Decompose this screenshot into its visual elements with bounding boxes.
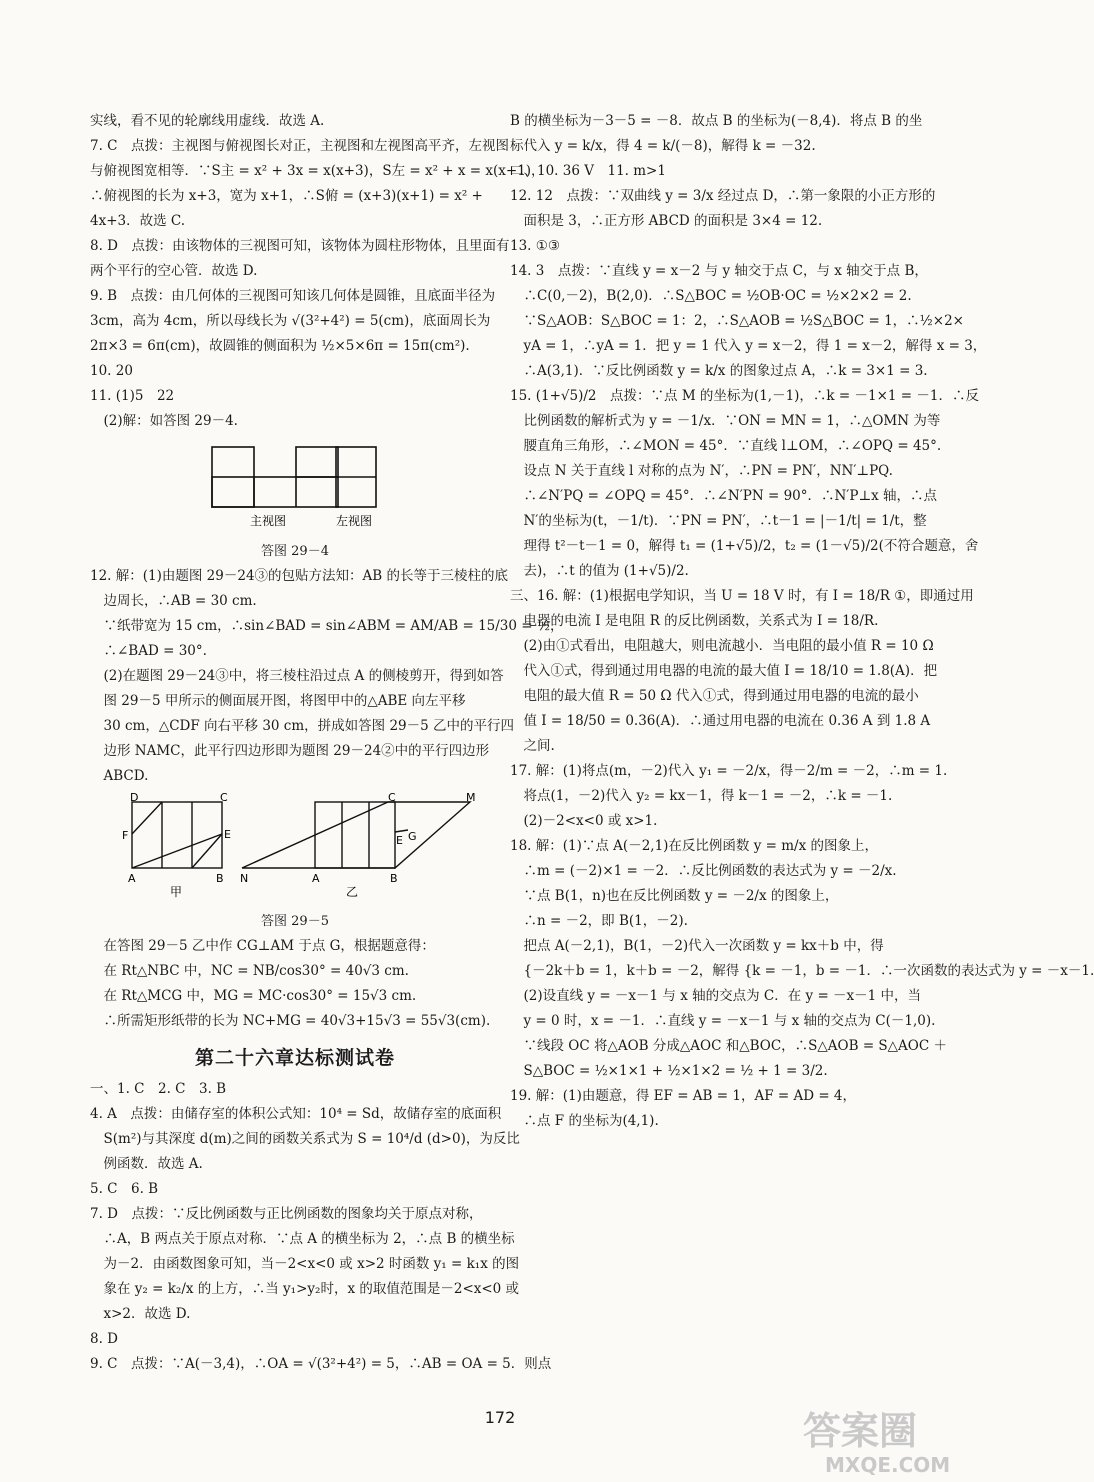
text-line: ABCD.	[90, 768, 149, 784]
figure-caption-29-4: 答图 29－4	[261, 544, 329, 559]
front-view-row	[212, 477, 338, 507]
text-line: 14. 3 点拨：∵直线 y = x－2 与 y 轴交于点 C，与 x 轴交于点 B，	[510, 263, 928, 279]
text-line: 两个平行的空心管．故选 D.	[90, 263, 258, 279]
text-line: ∴A(3,1)．∵反比例函数 y = k/x 的图象过点 A，∴k = 3×1 = 3.	[510, 363, 928, 379]
text-line: 7. C 点拨：主视图与俯视图长对正，主视图和左视图高平齐，左视图	[90, 138, 510, 154]
text-line: 19. 解：(1)由题意，得 EF = AB = 1，AF = AD = 4，	[510, 1088, 857, 1104]
unfold-figure	[90, 792, 500, 902]
label-main-view: 主视图	[250, 514, 287, 528]
text-line: 9. B 点拨：由几何体的三视图可知该几何体是圆锥，且底面半径为	[90, 288, 496, 304]
text-line: yA = 1，∴yA = 1．把 y = 1 代入 y = x－2，得 1 = x－2，解得 x = 3，	[510, 338, 987, 354]
figure-caption-29-5: 答图 29－5	[261, 914, 329, 929]
text-line: 9. C 点拨：∵A(－3,4)，∴OA = √(3²+4²) = 5，∴AB = OA = 5．则点	[90, 1356, 552, 1372]
text-line: N′的坐标为(t，－1/t)．∵PN = PN′，∴t－1 = |－1/t| = 1/t，整	[510, 513, 927, 529]
label-left-view: 左视图	[336, 514, 373, 528]
text-line: S△BOC = ½×1×1 + ½×1×2 = ½ + 1 = 3/2.	[510, 1063, 828, 1079]
right-column	[510, 112, 1094, 1137]
text-line: 面积是 3，∴正方形 ABCD 的面积是 3×4 = 12.	[510, 213, 823, 229]
text-line: 3cm，高为 4cm，所以母线长为 √(3²+4²) = 5(cm)，底面周长为	[90, 313, 491, 329]
text-line: 之间.	[510, 738, 555, 754]
text-line: B 的横坐标为－3－5 = －8．故点 B 的坐标为(－8,4)．将点 B 的坐	[510, 113, 923, 129]
text-line: y = 0 时，x = －1．∴直线 y = －x－1 与 x 轴的交点为 C(－1,0).	[510, 1013, 936, 1029]
label-yi: 乙	[346, 885, 359, 899]
point-N: N	[240, 872, 249, 885]
point-C: C	[220, 791, 228, 804]
point-E: E	[224, 828, 231, 841]
text-line: 2π×3 = 6π(cm)，故圆锥的侧面积为 ½×5×6π = 15π(cm²).	[90, 338, 470, 354]
point-G: G	[408, 830, 417, 843]
text-line: 把点 A(－2,1)，B(1，－2)代入一次函数 y = kx＋b 中，得	[510, 938, 884, 954]
text-line: ∴A，B 两点关于原点对称．∵点 A 的横坐标为 2，∴点 B 的横坐标	[90, 1231, 515, 1247]
text-line: 8. D	[90, 1331, 118, 1347]
text-line: 在答图 29－5 乙中作 CG⊥AM 于点 G，根据题意得：	[90, 938, 435, 954]
text-line: 电器的电流 I 是电阻 R 的反比例函数，关系式为 I = 18/R.	[510, 613, 879, 629]
text-line: 10. 20	[90, 363, 133, 379]
text-line: ∴n = －2，即 B(1，－2).	[510, 913, 688, 929]
watermark-logo	[795, 1400, 980, 1478]
text-line: ∴m = (－2)×1 = －2．∴反比例函数的表达式为 y = －2/x.	[510, 863, 897, 879]
text-line: ∵点 B(1，n)也在反比例函数 y = －2/x 的图象上，	[510, 888, 839, 904]
page-number: 172	[484, 1408, 516, 1427]
text-line: 与俯视图宽相等．∵S主 = x² + 3x = x(x+3)，S左 = x² + x = x(x+1)，	[90, 163, 545, 179]
watermark-top-text: 答案圈	[803, 1409, 918, 1453]
figure-29-5	[90, 792, 500, 929]
point-F: F	[122, 829, 129, 842]
text-line: 17. 解：(1)将点(m，－2)代入 y₁ = －2/x，得－2/m = －2，∴m = 1.	[510, 763, 948, 779]
text-line: 一、1. C 2. C 3. B	[90, 1081, 227, 1097]
text-line: 设点 N 关于直线 l 对称的点为 N′，∴PN = PN′，NN′⊥PQ.	[510, 463, 893, 479]
label-jia: 甲	[170, 885, 183, 899]
right-text-block	[510, 112, 1094, 1131]
text-line: 电阻的最大值 R = 50 Ω 代入①式，得到通过用电器的电流的最小	[510, 688, 919, 704]
text-line: ∴C(0,－2)，B(2,0)．∴S△BOC = ½OB·OC = ½×2×2 = 2.	[510, 288, 912, 304]
text-line: ∵线段 OC 将△AOB 分成△AOC 和△BOC，∴S△AOB = S△AOC ＋	[510, 1038, 947, 1054]
text-line: 12. 解：(1)由题图 29－24③的包贴方法知：AB 的长等于三棱柱的底	[90, 568, 508, 584]
text-line: 理得 t²－t－1 = 0，解得 t₁ = (1+√5)/2，t₂ = (1－√5)/2(不符合题意，舍	[510, 538, 979, 554]
text-line: 8. D 点拨：由该物体的三视图可知，该物体为圆柱形物体，且里面有	[90, 238, 510, 254]
text-line: 边形 NAMC，此平行四边形即为题图 29－24②中的平行四边形	[90, 743, 490, 759]
text-line: 11. (1)5 22	[90, 388, 175, 404]
text-line: (2)解：如答图 29－4.	[90, 413, 238, 429]
text-line: 4x+3．故选 C.	[90, 213, 186, 229]
watermark-bottom-text: MXQE.COM	[825, 1453, 951, 1477]
text-line: ∵纸带宽为 15 cm，∴sin∠BAD = sin∠ABM = AM/AB = 15/30 = ½，	[90, 618, 564, 634]
text-line: 12. 12 点拨：∵双曲线 y = 3/x 经过点 D，∴第一象限的小正方形的	[510, 188, 936, 204]
text-line: ∴俯视图的长为 x+3，宽为 x+1，∴S俯 = (x+3)(x+1) = x² +	[90, 188, 483, 204]
text-line: 象在 y₂ = k₂/x 的上方，∴当 y₁>y₂时，x 的取值范围是－2<x<0 或	[90, 1281, 520, 1297]
text-line: ∴∠N′PQ = ∠OPQ = 45°．∴∠N′PN = 90°．∴N′P⊥x 轴，∴点	[510, 488, 938, 504]
point-C2: C	[388, 791, 396, 804]
text-line: 在 Rt△NBC 中，NC = NB/cos30° = 40√3 cm.	[90, 963, 409, 979]
text-line: 在 Rt△MCG 中，MG = MC·cos30° = 15√3 cm.	[90, 988, 417, 1004]
text-line: 标代入 y = k/x，得 4 = k/(－8)，解得 k = －32.	[510, 138, 816, 154]
figure-29-4	[90, 437, 500, 559]
text-line: {－2k＋b = 1，k＋b = －2，解得 {k = －1，b = －1．∴一次函数的表达式为 y = －x－1.	[510, 963, 1094, 979]
text-line: 二、10. 36 V 11. m>1	[510, 163, 666, 179]
text-line: 7. D 点拨：∵反比例函数与正比例函数的图象均关于原点对称，	[90, 1206, 483, 1222]
text-line: (2)在题图 29－24③中，将三棱柱沿过点 A 的侧棱剪开，得到如答	[90, 668, 504, 684]
text-line: ∴所需矩形纸带的长为 NC+MG = 40√3+15√3 = 55√3(cm).	[90, 1013, 491, 1029]
three-view-figure	[90, 437, 500, 532]
text-line: 三、16. 解：(1)根据电学知识，当 U = 18 V 时，有 I = 18/R ①，即通过用	[510, 588, 974, 604]
point-A2: A	[312, 872, 320, 885]
text-line: 18. 解：(1)∵点 A(－2,1)在反比例函数 y = m/x 的图象上，	[510, 838, 878, 854]
point-D: D	[130, 791, 139, 804]
text-line: 例函数．故选 A.	[90, 1156, 203, 1172]
text-line: x>2．故选 D.	[90, 1306, 191, 1322]
text-line: 13. ①③	[510, 238, 560, 254]
text-line: 腰直角三角形，∴∠MON = 45°．∵直线 l⊥OM，∴∠OPQ = 45°.	[510, 438, 942, 454]
left-text-block-c	[90, 937, 500, 1031]
text-line: 去)，∴t 的值为 (1+√5)/2.	[510, 563, 689, 579]
text-line: ∵S△AOB：S△BOC = 1：2，∴S△AOB = ½S△BOC = 1，∴½×2×	[510, 313, 964, 329]
text-line: (2)由①式看出，电阻越大，则电流越小．当电阻的最小值 R = 10 Ω	[510, 638, 934, 654]
text-line: 15. (1+√5)/2 点拨：∵点 M 的坐标为(1,－1)，∴k = －1×1 = －1．∴反	[510, 388, 979, 404]
text-line: 图 29－5 甲所示的侧面展开图，将图甲中的△ABE 向左平移	[90, 693, 466, 709]
text-line: ∴∠BAD = 30°.	[90, 643, 207, 659]
text-line: 30 cm，△CDF 向右平移 30 cm，拼成如答图 29－5 乙中的平行四	[90, 718, 514, 734]
point-B: B	[216, 872, 224, 885]
text-line: 边周长，∴AB = 30 cm.	[90, 593, 257, 609]
front-view-square-top-right	[296, 447, 338, 477]
point-B2: B	[390, 872, 398, 885]
text-line: 5. C 6. B	[90, 1181, 159, 1197]
text-line: 实线，看不见的轮廓线用虚线．故选 A.	[90, 113, 325, 129]
text-line: 比例函数的解析式为 y = －1/x．∵ON = MN = 1，∴△OMN 为等	[510, 413, 941, 429]
left-text-block-d	[90, 1080, 552, 1374]
text-line: (2)设直线 y = －x－1 与 x 轴的交点为 C．在 y = －x－1 中，当	[510, 988, 922, 1004]
text-line: 代入①式，得到通过用电器的电流的最大值 I = 18/10 = 1.8(A)．把	[510, 663, 938, 679]
point-E2: E	[396, 834, 403, 847]
point-A: A	[128, 872, 136, 885]
text-line: 为－2．由函数图象可知，当－2<x<0 或 x>2 时函数 y₁ = k₁x 的图	[90, 1256, 520, 1272]
text-line: 4. A 点拨：由储存室的体积公式知：10⁴ = Sd，故储存室的底面积	[90, 1106, 502, 1122]
text-line: 将点(1，－2)代入 y₂ = kx－1，得 k－1 = －2，∴k = －1.	[510, 788, 893, 804]
point-M: M	[466, 791, 476, 804]
chapter-title: 第二十六章达标测试卷	[194, 1047, 395, 1069]
text-line: (2)－2<x<0 或 x>1.	[510, 813, 658, 829]
text-line: 值 I = 18/50 = 0.36(A)．∴通过用电器的电流在 0.36 A 到 1.8 A	[510, 713, 931, 729]
text-line: S(m²)与其深度 d(m)之间的函数关系式为 S = 10⁴/d (d>0)，为反比	[90, 1131, 520, 1147]
text-line: ∴点 F 的坐标为(4,1).	[510, 1113, 659, 1129]
